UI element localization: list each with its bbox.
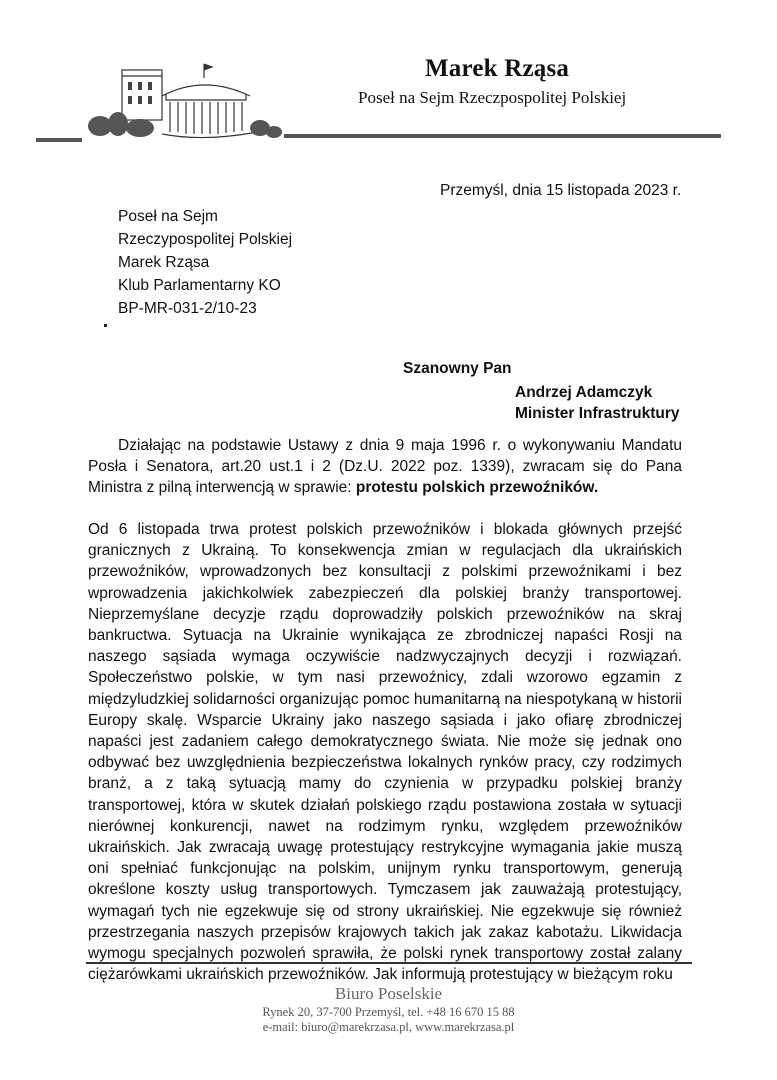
addressee-position: Minister Infrastruktury	[515, 405, 680, 422]
body-paragraph-1	[88, 435, 682, 499]
footer-rule	[86, 962, 692, 964]
salutation: Szanowny Pan	[403, 360, 512, 377]
sejm-building-icon	[82, 56, 282, 146]
paragraph-text: Działając na podstawie Ustawy z dnia 9 maja 1996 r. o wykonywaniu Mandatu Posła i Senatora, art.20 ust.1 i 2 (Dz.U. 2022 poz. 1339), zwracam się do Pana Ministra z pilną interwencją w sprawie:	[88, 437, 682, 497]
footer-address: Rynek 20, 37-700 Przemyśl, tel. +48 16 670 15 88	[262, 1005, 515, 1019]
reference-number: BP-MR-031-2/10-23	[118, 300, 257, 317]
footer-title: Biuro Poselskie	[334, 984, 443, 1003]
sender-line: Marek Rząsa	[118, 254, 210, 271]
footer-contact: e-mail: biuro@marekrzasa.pl, www.marekrzasa.pl	[262, 1020, 515, 1034]
addressee-name: Andrzej Adamczyk	[515, 384, 653, 401]
body-paragraph-2: Od 6 listopada trwa protest polskich przewoźników i blokada głównych przejść granicznych z Ukrainą. To konsekwencja zmian w regulacjach dla ukraińskich przewoźników, wprowadzonych bez konsultacji z polskimi przewoźnikami i bez wprowadzenia jakichkolwiek zabezpieczeń dla polskiej branży transportowej. Nieprzemyślane decyzje rządu doprowadziły polskich przewoźników na skraj bankructwa. Sytuacja na Ukrainie wynikająca ze zbrodniczej napaści Rosji na naszego sąsiada wymaga oczywiście nadzwyczajnych decyzji i rozwiązań. Społeczeństwo polskie, w tym nasi przewoźnicy, zdali wzorowo egzamin z międzyludzkiej solidarności organizując pomoc humanitarną na niespotykaną w historii Europy skalę. Wsparcie Ukrainy jako naszego sąsiada i jako ofiarę zbrodniczej napaści jest zadaniem całego demokratycznego świata. Nie może się jednak ono odbywać bez uwzględnienia bezpieczeństwa lokalnych rynków pracy, czy rodzimych branż, a z taką sytuacją mamy do czynienia w przypadku polskiej branży transportowej, która w skutek działań polskiego rządu postawiona została w sytuacji nierównej konkurencji, nawet na rodzimym rynku, względem przewoźników ukraińskich. Jak zwracają uwagę protestujący restrykcyjne wymagania jakie muszą oni spełniać funkcjonując na polskim, unijnym rynku transportowym, generują określone koszty usług transportowych. Tymczasem jak zauważają protestujący, wymagań tych nie egzekwuje się od strony ukraińskiej. Nie egzekwuje się również przestrzegania naszych przepisów krajowych takich jak zakaz kabotażu. Likwidacja wymogu specjalnych pozwoleń sprawiła, że polski rynek transportowy został zalany ciężarówkami ukraińskich przewoźników. Jak informują protestujący w bieżącym roku	[88, 521, 682, 984]
addressee-block	[515, 382, 680, 424]
letterhead-name: Marek Rząsa	[425, 55, 570, 82]
stray-mark	[104, 324, 107, 327]
sender-line: Rzeczypospolitej Polskiej	[118, 231, 293, 248]
paragraph-bold-subject: protestu polskich przewoźników.	[355, 479, 599, 497]
sender-line: Poseł na Sejm	[118, 208, 218, 225]
sender-line: Klub Parlamentarny KO	[118, 277, 281, 294]
letterhead-rule-right	[284, 134, 721, 138]
place-date: Przemyśl, dnia 15 listopada 2023 r.	[440, 182, 682, 199]
letterhead-title: Poseł na Sejm Rzeczpospolitej Polskiej	[358, 88, 627, 107]
letterhead-rule-left	[36, 138, 82, 142]
sender-block	[118, 205, 292, 320]
